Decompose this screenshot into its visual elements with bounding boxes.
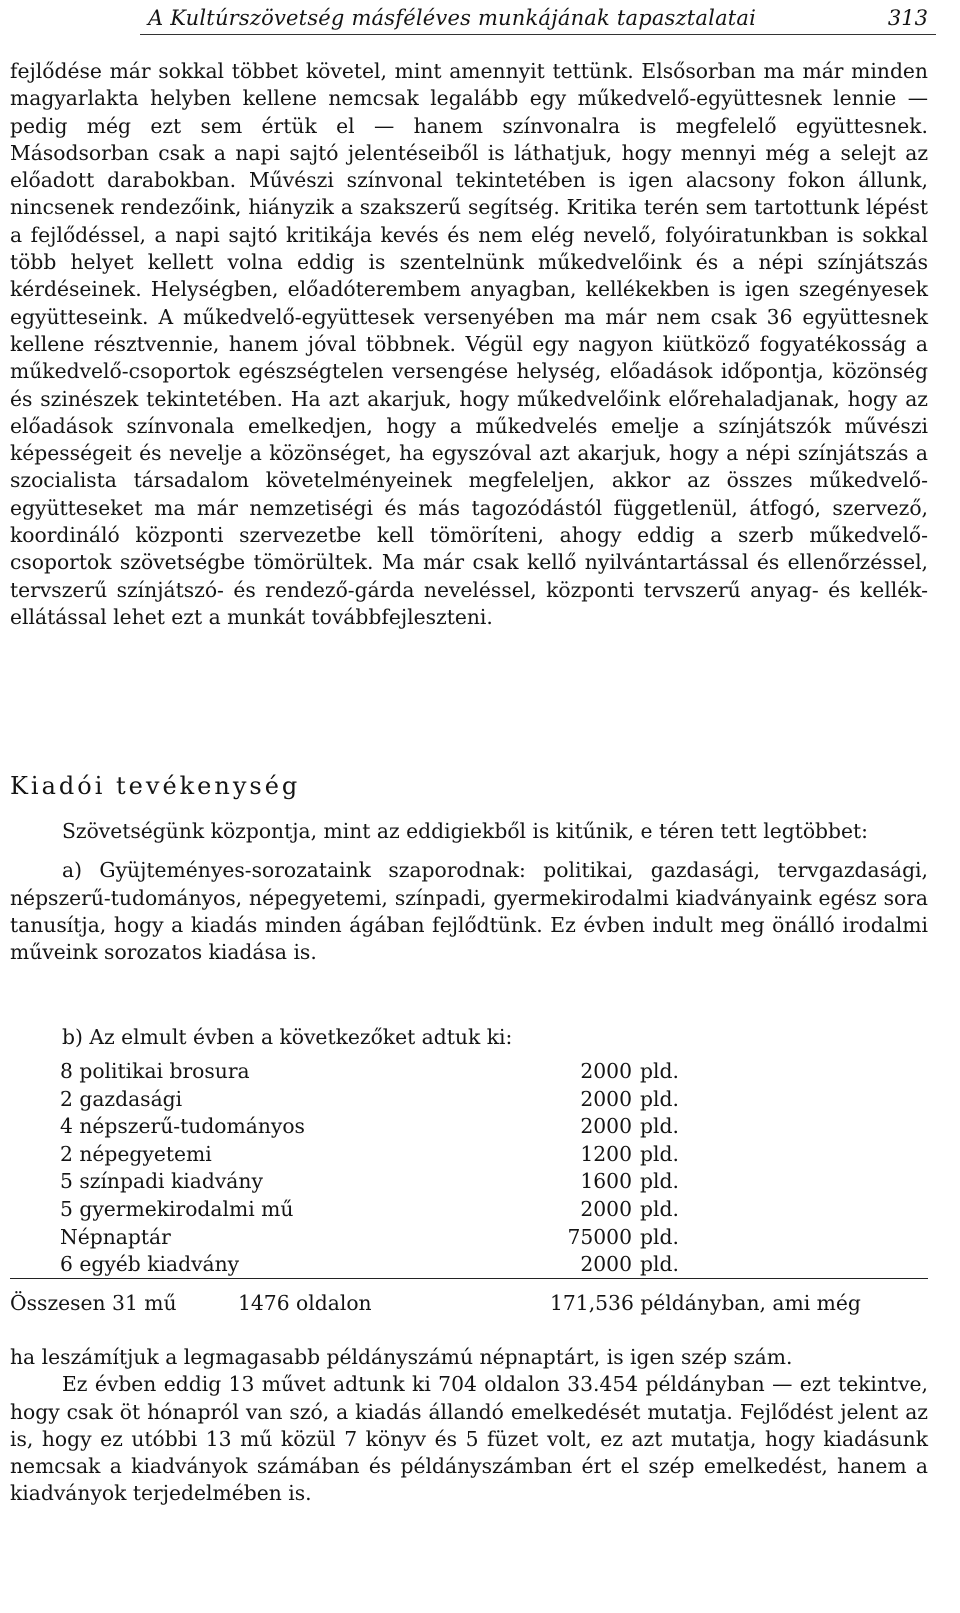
publication-unit: pld. xyxy=(640,1252,679,1277)
section-intro: Szövetségünk központja, mint az eddigiekből is kitűnik, e téren tett legtöbbet: xyxy=(62,819,869,843)
publication-quantity: 2000 xyxy=(580,1059,632,1083)
publication-quantity: 1600 xyxy=(580,1169,632,1194)
main-text xyxy=(10,58,928,631)
table-row xyxy=(60,1196,700,1224)
closing-text xyxy=(10,1344,928,1508)
publication-unit: pld. xyxy=(640,1141,679,1166)
publication-item: 4 népszerű-tudományos xyxy=(60,1114,305,1139)
closing-paragraph-1: ha leszámítjuk a legmagasabb példányszámú népnaptárt, is igen szép szám. xyxy=(10,1345,793,1369)
publication-item: 2 gazdasági xyxy=(60,1086,183,1111)
total-works: Összesen 31 mű xyxy=(10,1291,177,1315)
publication-quantity: 2000 xyxy=(580,1252,632,1277)
publication-quantity: 2000 xyxy=(580,1196,632,1221)
publication-item: 5 színpadi kiadvány xyxy=(60,1169,263,1194)
body-paragraph: fejlődése már sokkal többet követel, mint amennyit tettünk. Elsősorban ma már minden magyarlakta helyben kellene nemcsak legalább egy műkedvelő-együttesnek lennie — pedig még ezt sem értük el — hanem színvonalra is megfelelő együttesnek. Másodsorban csak a napi sajtó jelentéseiből is láthatjuk, hogy mennyi még a selejt az előadott darabokban. Művészi színvonal tekintetében is igen alacsony fokon állunk, nincsenek rendezőink, hiányzik a szakszerű segítség. Kritika terén sem tartottunk lépést a fejlődéssel, a napi sajtó kritikája kevés és nem elég nevelő, folyóiratunkban is sokkal több helyet kellett volna eddig is szentelnünk műkedvelőink és a népi színjátszás kérdéseinek. Helységben, előadóterembem anyagban, kellékekben is igen szegényesek együtteseink. A műkedvelő-együttesek versenyében ma már nem csak 36 együttesnek kellene résztvennie, hanem jóval többnek. Végül egy nagyon kiütköző fogyatékosság a műkedvelő-csoportok egészségtelen versengése helység, előadások időpontja, közönség és szinészek tekintetében. Ha azt akarjuk, hogy műkedvelőink előrehaladjanak, hogy az előadások színvonala emelkedjen, hogy a műkedvelés emelje a színjátszók művészi képességeit és nevelje a közönséget, ha egyszóval azt akarjuk, hogy a népi színjátszás a szocialista társadalom követelményeinek megfeleljen, akkor az összes műkedvelő-együtteseket ma már nemzetiségi és más tagozódástól függetlenül, átfogó, szervező, koordináló központi szervezetbe kell tömöríteni, ahogy eddig a szerb műkedvelő-csoportok szövetségbe tömörültek. Ma már csak kellő nyilvántartással és ellenőrzéssel, tervszerű színjátszó- és rendező-gárda neveléssel, központi tervszerű anyag- és kellék-ellátással lehet ezt a munkát továbbfejleszteni. xyxy=(10,59,928,629)
publication-unit: pld. xyxy=(640,1114,679,1139)
publication-item: 6 egyéb kiadvány xyxy=(60,1252,240,1277)
publication-quantity: 2000 xyxy=(580,1114,632,1139)
publication-unit: pld. xyxy=(640,1086,679,1111)
total-divider xyxy=(10,1278,928,1279)
publication-unit: pld. xyxy=(640,1224,679,1249)
publication-item: 8 politikai brosura xyxy=(60,1059,250,1083)
running-header xyxy=(140,4,936,35)
publication-item: 2 népegyetemi xyxy=(60,1141,212,1166)
table-row xyxy=(60,1086,700,1114)
running-title: A Kultúrszövetség másféléves munkájának tapasztalatai xyxy=(148,6,757,30)
publication-quantity: 2000 xyxy=(580,1086,632,1111)
publication-quantity: 1200 xyxy=(580,1141,632,1166)
total-copies: 171,536 példányban, ami még xyxy=(550,1291,861,1315)
section-heading: Kiadói tevékenység xyxy=(10,772,301,800)
table-row xyxy=(60,1113,700,1141)
publication-unit: pld. xyxy=(640,1059,679,1083)
total-pages: 1476 oldalon xyxy=(238,1291,372,1315)
closing-paragraph-2: Ez évben eddig 13 művet adtunk ki 704 oldalon 33.454 példányban — ezt tekintve, hogy csak öt hónapról van szó, a kiadás állandó emelkedését mutatja. Fejlődést jelent az is, hogy ez utóbbi 13 mű közül 7 könyv és 5 füzet volt, ez azt mutatja, hogy kiadásunk nemcsak a kiadványok számában és példányszámban ért el szép emelkedést, hanem a kiadványok terjedelmében is. xyxy=(10,1372,928,1506)
publication-quantity: 75000 xyxy=(567,1224,632,1249)
table-row xyxy=(60,1168,700,1196)
table-row xyxy=(60,1224,700,1252)
table-row xyxy=(60,1058,700,1086)
table-row xyxy=(60,1251,700,1279)
publication-unit: pld. xyxy=(640,1169,679,1194)
section-point-b: b) Az elmult évben a következőket adtuk ki: xyxy=(62,1025,513,1049)
table-row xyxy=(60,1141,700,1169)
section-point-a: a) Gyüjteményes-sorozataink szaporodnak: politikai, gazdasági, tervgazdasági, népszerű-tudományos, népegyetemi, színpadi, gyermekirodalmi kiadványaink egész sora tanusítja, hogy a kiadás minden ágában fejlődtünk. Ez évben indult meg önálló irodalmi műveink sorozatos kiadása is. xyxy=(10,858,928,965)
publication-unit: pld. xyxy=(640,1196,679,1221)
section-body xyxy=(10,818,928,966)
page-number: 313 xyxy=(887,6,928,30)
publications-table xyxy=(60,1058,700,1279)
publication-item: Népnaptár xyxy=(60,1224,171,1249)
publication-item: 5 gyermekirodalmi mű xyxy=(60,1196,294,1221)
